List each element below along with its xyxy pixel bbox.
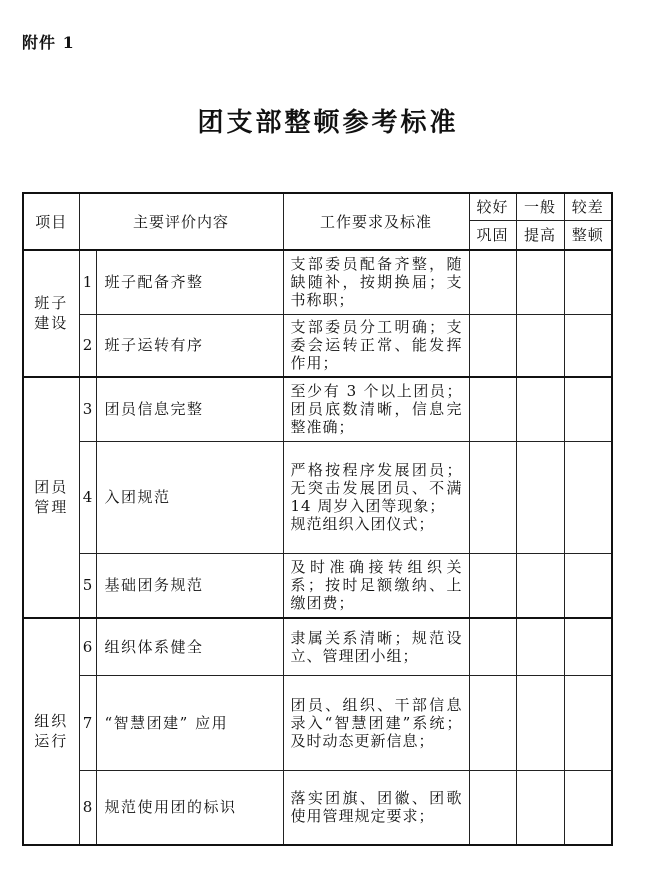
score-cell [469,250,516,314]
table-row [23,770,612,845]
item-requirement: 至少有 3 个以上团员；团员底数清晰，信息完整准确； [283,377,469,441]
score-cell [564,675,612,770]
item-number: 8 [79,770,96,845]
table-row [23,675,612,770]
item-content: 入团规范 [96,441,283,553]
item-content: 班子运转有序 [96,314,283,377]
table-row [23,314,612,377]
score-cell [564,618,612,675]
attachment-label: 附件 1 [22,33,75,52]
table-row [23,553,612,618]
score-cell [469,618,516,675]
item-requirement: 团员、组织、干部信息录入“智慧团建”系统；及时动态更新信息； [283,675,469,770]
item-requirement: 隶属关系清晰；规范设立、管理团小组； [283,618,469,675]
score-cell [516,770,564,845]
score-cell [516,553,564,618]
table-row [23,377,612,441]
item-number: 5 [79,553,96,618]
score-cell [516,314,564,377]
item-requirement: 严格按程序发展团员；无突击发展团员、不满 14 周岁入团等现象； 规范组织入团仪式； [283,441,469,553]
item-content: “智慧团建” 应用 [96,675,283,770]
project-organization-operation: 组织运行 [23,618,79,845]
project-member-management: 团员管理 [23,377,79,618]
score-cell [564,770,612,845]
item-requirement: 落实团旗、团徽、团歌使用管理规定要求； [283,770,469,845]
item-content: 团员信息完整 [96,377,283,441]
item-content: 规范使用团的标识 [96,770,283,845]
score-cell [469,441,516,553]
item-requirement: 支部委员分工明确；支委会运转正常、能发挥作用； [283,314,469,377]
item-number: 1 [79,250,96,314]
score-cell [469,553,516,618]
table-row [23,441,612,553]
item-number: 7 [79,675,96,770]
header-content: 主要评价内容 [79,193,283,250]
header-level-consolidate: 巩固 [469,220,516,250]
item-requirement: 及时准确接转组织关系；按时足额缴纳、上缴团费； [283,553,469,618]
header-level-good: 较好 [469,193,516,220]
score-cell [516,441,564,553]
score-cell [516,618,564,675]
score-cell [516,250,564,314]
score-cell [564,377,612,441]
header-project: 项目 [23,193,79,250]
header-requirements: 工作要求及标准 [283,193,469,250]
standards-table [22,192,613,846]
score-cell [516,377,564,441]
item-number: 4 [79,441,96,553]
score-cell [564,553,612,618]
item-requirement: 支部委员配备齐整，随缺随补，按期换届；支书称职； [283,250,469,314]
score-cell [564,441,612,553]
table-row [23,618,612,675]
header-level-average: 一般 [516,193,564,220]
item-number: 2 [79,314,96,377]
item-number: 6 [79,618,96,675]
project-team-building: 班子建设 [23,250,79,377]
header-level-improve: 提高 [516,220,564,250]
score-cell [564,250,612,314]
score-cell [469,675,516,770]
score-cell [469,314,516,377]
item-content: 基础团务规范 [96,553,283,618]
header-level-rectify: 整顿 [564,220,612,250]
item-content: 班子配备齐整 [96,250,283,314]
table-row [23,250,612,314]
score-cell [469,377,516,441]
page-title: 团支部整顿参考标准 [197,108,459,138]
item-content: 组织体系健全 [96,618,283,675]
score-cell [564,314,612,377]
item-number: 3 [79,377,96,441]
score-cell [516,675,564,770]
score-cell [469,770,516,845]
header-level-poor: 较差 [564,193,612,220]
